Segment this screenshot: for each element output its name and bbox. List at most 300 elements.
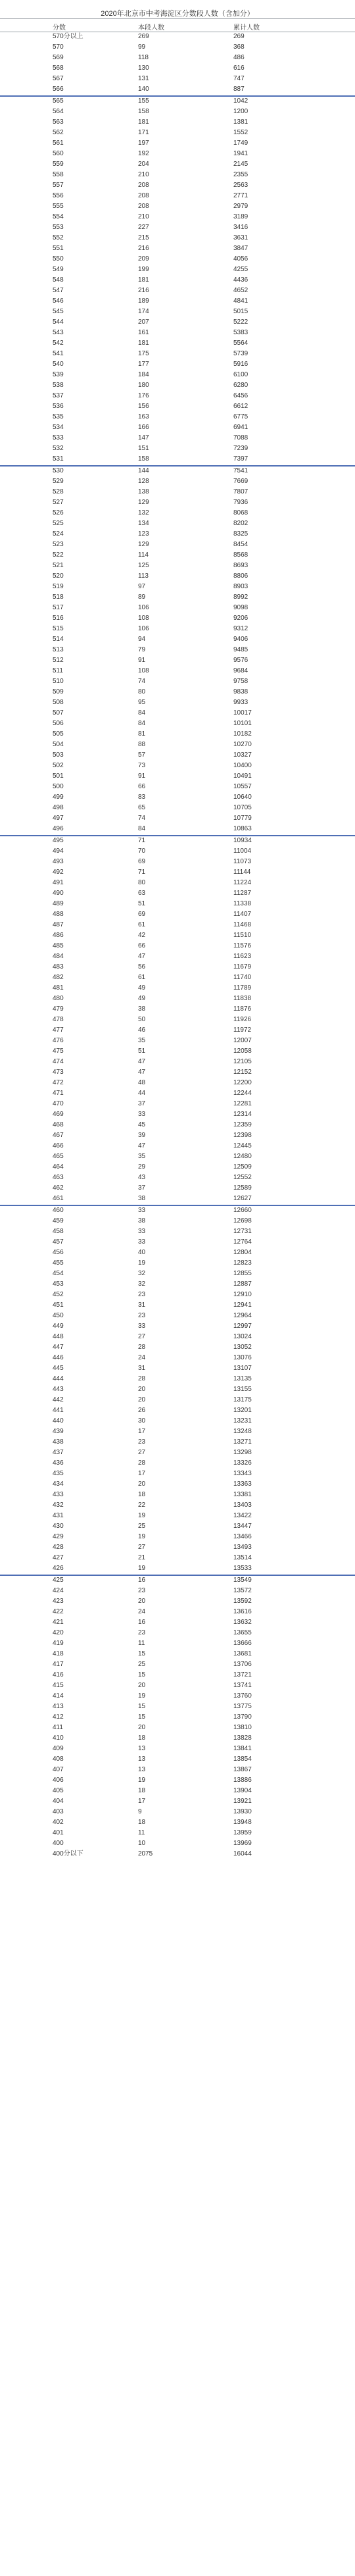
segment-count-cell: 42 — [138, 932, 146, 939]
table-row — [0, 307, 355, 317]
table-row — [0, 540, 355, 550]
segment-count-cell: 113 — [138, 572, 149, 580]
segment-count-cell: 209 — [138, 255, 149, 263]
score-cell: 440 — [53, 1417, 64, 1425]
cumulative-count-cell: 12244 — [233, 1090, 252, 1097]
table-row — [0, 286, 355, 296]
score-cell: 514 — [53, 636, 64, 643]
score-cell: 429 — [53, 1533, 64, 1540]
cumulative-count-cell: 3847 — [233, 245, 248, 252]
segment-count-cell: 15 — [138, 1703, 146, 1710]
table-row — [0, 1765, 355, 1775]
cumulative-count-cell: 13706 — [233, 1661, 252, 1668]
table-row — [0, 466, 355, 476]
score-cell: 450 — [53, 1312, 64, 1319]
table-row — [0, 443, 355, 454]
segment-count-cell: 197 — [138, 139, 149, 147]
segment-count-cell: 23 — [138, 1312, 146, 1319]
segment-count-cell: 13 — [138, 1755, 146, 1763]
table-row — [0, 1437, 355, 1448]
score-cell: 549 — [53, 266, 64, 273]
cumulative-count-cell: 10640 — [233, 794, 252, 801]
segment-count-cell: 20 — [138, 1396, 146, 1403]
cumulative-count-cell: 8693 — [233, 562, 248, 569]
score-cell: 521 — [53, 562, 64, 569]
table-row — [0, 951, 355, 962]
segment-count-cell: 63 — [138, 890, 146, 897]
segment-count-cell: 47 — [138, 953, 146, 960]
table-row — [0, 212, 355, 222]
score-cell: 425 — [53, 1577, 64, 1584]
score-cell: 517 — [53, 604, 64, 611]
score-cell: 551 — [53, 245, 64, 252]
cumulative-count-cell: 13775 — [233, 1703, 252, 1710]
score-cell: 426 — [53, 1565, 64, 1572]
cumulative-count-cell: 12698 — [233, 1217, 252, 1225]
score-cell: 553 — [53, 224, 64, 231]
cumulative-count-cell: 12764 — [233, 1238, 252, 1246]
table-row — [0, 1205, 355, 1216]
cumulative-count-cell: 13549 — [233, 1577, 252, 1584]
table-row — [0, 317, 355, 328]
score-cell: 419 — [53, 1640, 64, 1647]
segment-count-cell: 28 — [138, 1459, 146, 1467]
cumulative-count-cell: 8325 — [233, 530, 248, 538]
table-row — [0, 1744, 355, 1754]
segment-count-cell: 74 — [138, 678, 146, 685]
segment-count-cell: 138 — [138, 488, 149, 495]
segment-count-cell: 11 — [138, 1640, 145, 1647]
table-row — [0, 1638, 355, 1649]
score-cell: 537 — [53, 392, 64, 399]
score-cell: 518 — [53, 593, 64, 601]
table-row — [0, 1448, 355, 1458]
cumulative-count-cell: 13231 — [233, 1417, 252, 1425]
score-cell: 401 — [53, 1829, 64, 1836]
score-cell: 522 — [53, 551, 64, 559]
cumulative-count-cell: 12910 — [233, 1291, 252, 1298]
cumulative-count-cell: 12552 — [233, 1174, 252, 1181]
score-cell: 559 — [53, 161, 64, 168]
score-cell: 506 — [53, 720, 64, 727]
cumulative-count-cell: 9933 — [233, 699, 248, 706]
cumulative-count-cell: 13466 — [233, 1533, 252, 1540]
table-row — [0, 1130, 355, 1141]
table-row — [0, 750, 355, 761]
cumulative-count-cell: 7807 — [233, 488, 248, 495]
table-row — [0, 254, 355, 265]
segment-count-cell: 71 — [138, 837, 146, 844]
cumulative-count-cell: 13422 — [233, 1512, 252, 1519]
cumulative-count-cell: 9312 — [233, 625, 248, 632]
table-row — [0, 930, 355, 941]
score-cell: 443 — [53, 1386, 64, 1393]
table-row — [0, 782, 355, 792]
table-row — [0, 941, 355, 951]
table-row — [0, 1628, 355, 1638]
score-cell: 434 — [53, 1480, 64, 1488]
table-row — [0, 53, 355, 63]
score-cell: 544 — [53, 318, 64, 326]
cumulative-count-cell: 13760 — [233, 1692, 252, 1700]
segment-count-cell: 114 — [138, 551, 149, 559]
table-row — [0, 1226, 355, 1237]
table-row — [0, 603, 355, 613]
table-row — [0, 518, 355, 529]
table-row — [0, 1649, 355, 1659]
segment-count-cell: 38 — [138, 1217, 146, 1225]
score-cell: 447 — [53, 1344, 64, 1351]
table-row — [0, 1723, 355, 1733]
segment-count-cell: 11 — [138, 1829, 145, 1836]
cumulative-count-cell: 13616 — [233, 1608, 252, 1615]
table-row — [0, 1194, 355, 1204]
segment-count-cell: 81 — [138, 730, 146, 738]
score-cell: 541 — [53, 350, 64, 357]
table-row — [0, 1416, 355, 1427]
score-cell: 402 — [53, 1819, 64, 1826]
score-cell: 424 — [53, 1587, 64, 1594]
table-row — [0, 1458, 355, 1469]
segment-count-cell: 130 — [138, 64, 149, 72]
score-cell: 495 — [53, 837, 64, 844]
cumulative-count-cell: 13948 — [233, 1819, 252, 1826]
cumulative-count-cell: 13514 — [233, 1554, 252, 1561]
score-cell: 489 — [53, 900, 64, 907]
table-row — [0, 1216, 355, 1226]
segment-count-cell: 16 — [138, 1577, 146, 1584]
segment-count-cell: 44 — [138, 1090, 146, 1097]
segment-count-cell: 95 — [138, 699, 146, 706]
table-row — [0, 697, 355, 708]
segment-count-cell: 37 — [138, 1100, 146, 1107]
segment-count-cell: 31 — [138, 1365, 146, 1372]
segment-count-cell: 13 — [138, 1766, 146, 1773]
table-row — [0, 962, 355, 972]
score-cell: 467 — [53, 1132, 64, 1139]
segment-count-cell: 16 — [138, 1619, 146, 1626]
score-cell: 531 — [53, 455, 64, 463]
table-row — [0, 624, 355, 634]
segment-count-cell: 216 — [138, 287, 149, 294]
score-cell: 428 — [53, 1544, 64, 1551]
score-cell: 417 — [53, 1661, 64, 1668]
score-cell: 420 — [53, 1629, 64, 1636]
cumulative-count-cell: 3631 — [233, 234, 248, 241]
table-row — [0, 1702, 355, 1712]
table-row — [0, 1775, 355, 1786]
cumulative-count-cell: 7936 — [233, 499, 248, 506]
cumulative-count-cell: 13681 — [233, 1650, 252, 1657]
table-row — [0, 1036, 355, 1046]
cumulative-count-cell: 2145 — [233, 161, 248, 168]
segment-count-cell: 106 — [138, 625, 149, 632]
segment-count-cell: 207 — [138, 318, 149, 326]
cumulative-count-cell: 6775 — [233, 413, 248, 420]
cumulative-count-cell: 12887 — [233, 1280, 252, 1288]
cumulative-count-cell: 2563 — [233, 182, 248, 189]
table-row — [0, 328, 355, 338]
cumulative-count-cell: 13959 — [233, 1829, 252, 1836]
cumulative-count-cell: 10327 — [233, 751, 252, 759]
table-row — [0, 233, 355, 243]
segment-count-cell: 19 — [138, 1259, 146, 1267]
table-row — [0, 487, 355, 497]
table-row — [0, 729, 355, 740]
table-row — [0, 1099, 355, 1109]
cumulative-count-cell: 2979 — [233, 203, 248, 210]
table-row — [0, 645, 355, 655]
cumulative-count-cell: 13363 — [233, 1480, 252, 1488]
header-cumulative-count: 累计人数 — [233, 24, 260, 32]
table-row — [0, 117, 355, 128]
segment-count-cell: 45 — [138, 1121, 146, 1128]
segment-count-cell: 51 — [138, 900, 146, 907]
segment-count-cell: 73 — [138, 762, 146, 769]
segment-count-cell: 19 — [138, 1565, 146, 1572]
segment-count-cell: 163 — [138, 413, 149, 420]
segment-count-cell: 47 — [138, 1069, 146, 1076]
table-row — [0, 761, 355, 771]
table-row — [0, 1363, 355, 1374]
cumulative-count-cell: 8568 — [233, 551, 248, 559]
cumulative-count-cell: 12997 — [233, 1323, 252, 1330]
table-row — [0, 634, 355, 645]
cumulative-count-cell: 10557 — [233, 783, 252, 790]
score-cell: 465 — [53, 1153, 64, 1160]
score-cell: 409 — [53, 1745, 64, 1752]
table-row — [0, 1141, 355, 1151]
segment-count-cell: 84 — [138, 720, 146, 727]
score-cell: 466 — [53, 1142, 64, 1149]
table-row — [0, 1807, 355, 1817]
cumulative-count-cell: 11004 — [233, 847, 252, 855]
segment-count-cell: 49 — [138, 984, 146, 992]
score-cell: 483 — [53, 963, 64, 971]
score-cell: 413 — [53, 1703, 64, 1710]
table-row — [0, 687, 355, 697]
cumulative-count-cell: 4056 — [233, 255, 248, 263]
segment-count-cell: 28 — [138, 1375, 146, 1382]
segment-count-cell: 20 — [138, 1682, 146, 1689]
segment-count-cell: 174 — [138, 308, 149, 315]
cumulative-count-cell: 12314 — [233, 1111, 252, 1118]
segment-count-cell: 32 — [138, 1280, 146, 1288]
table-row — [0, 836, 355, 846]
cumulative-count-cell: 486 — [233, 54, 245, 61]
segment-count-cell: 20 — [138, 1480, 146, 1488]
segment-count-cell: 33 — [138, 1323, 146, 1330]
segment-count-cell: 70 — [138, 847, 146, 855]
table-row — [0, 1088, 355, 1099]
cumulative-count-cell: 11679 — [233, 963, 252, 971]
cumulative-count-cell: 13572 — [233, 1587, 252, 1594]
score-cell: 528 — [53, 488, 64, 495]
cumulative-count-cell: 13721 — [233, 1671, 252, 1679]
score-cell: 422 — [53, 1608, 64, 1615]
score-cell: 469 — [53, 1111, 64, 1118]
table-row — [0, 1004, 355, 1015]
score-cell: 472 — [53, 1079, 64, 1086]
segment-count-cell: 129 — [138, 541, 149, 548]
cumulative-count-cell: 13052 — [233, 1344, 252, 1351]
segment-count-cell: 24 — [138, 1354, 146, 1361]
cumulative-count-cell: 10779 — [233, 815, 252, 822]
score-cell: 406 — [53, 1777, 64, 1784]
table-row — [0, 708, 355, 719]
table-row — [0, 1342, 355, 1353]
table-row — [0, 32, 355, 42]
segment-count-cell: 189 — [138, 297, 149, 305]
cumulative-count-cell: 2355 — [233, 171, 248, 178]
score-cell: 501 — [53, 772, 64, 780]
score-cell: 570 — [53, 43, 64, 51]
cumulative-count-cell: 9684 — [233, 667, 248, 674]
cumulative-count-cell: 13741 — [233, 1682, 252, 1689]
segment-count-cell: 134 — [138, 520, 149, 527]
segment-count-cell: 215 — [138, 234, 149, 241]
cumulative-count-cell: 747 — [233, 75, 245, 82]
score-cell: 534 — [53, 424, 64, 431]
segment-count-cell: 51 — [138, 1048, 146, 1055]
segment-count-cell: 32 — [138, 1270, 146, 1277]
segment-count-cell: 84 — [138, 709, 146, 717]
table-row — [0, 1553, 355, 1563]
segment-count-cell: 89 — [138, 593, 146, 601]
cumulative-count-cell: 7541 — [233, 467, 248, 474]
score-cell: 539 — [53, 371, 64, 378]
score-cell: 448 — [53, 1333, 64, 1340]
score-cell: 460 — [53, 1207, 64, 1214]
score-cell: 480 — [53, 995, 64, 1002]
score-cell: 457 — [53, 1238, 64, 1246]
score-cell: 494 — [53, 847, 64, 855]
segment-count-cell: 23 — [138, 1438, 146, 1446]
segment-count-cell: 18 — [138, 1491, 146, 1498]
table-row — [0, 592, 355, 603]
cumulative-count-cell: 12398 — [233, 1132, 252, 1139]
segment-count-cell: 33 — [138, 1238, 146, 1246]
cumulative-count-cell: 10863 — [233, 825, 252, 832]
segment-count-cell: 17 — [138, 1798, 146, 1805]
score-cell: 519 — [53, 583, 64, 590]
segment-count-cell: 171 — [138, 129, 149, 136]
table-row — [0, 613, 355, 624]
cumulative-count-cell: 616 — [233, 64, 245, 72]
table-row — [0, 1427, 355, 1437]
table-row — [0, 1838, 355, 1849]
score-cell: 547 — [53, 287, 64, 294]
segment-count-cell: 177 — [138, 361, 149, 368]
table-row — [0, 1237, 355, 1248]
score-cell: 474 — [53, 1058, 64, 1065]
segment-count-cell: 147 — [138, 434, 149, 442]
cumulative-count-cell: 11623 — [233, 953, 252, 960]
segment-count-cell: 33 — [138, 1207, 146, 1214]
cumulative-count-cell: 13854 — [233, 1755, 252, 1763]
table-row — [0, 42, 355, 53]
cumulative-count-cell: 10101 — [233, 720, 252, 727]
segment-count-cell: 80 — [138, 688, 146, 695]
score-cell: 500 — [53, 783, 64, 790]
score-cell: 512 — [53, 657, 64, 664]
segment-count-cell: 40 — [138, 1249, 146, 1256]
table-row — [0, 857, 355, 867]
score-cell: 475 — [53, 1048, 64, 1055]
table-row — [0, 1162, 355, 1173]
score-cell: 416 — [53, 1671, 64, 1679]
segment-count-cell: 155 — [138, 97, 149, 105]
segment-count-cell: 10 — [138, 1840, 146, 1847]
table-row — [0, 1617, 355, 1628]
score-cell: 454 — [53, 1270, 64, 1277]
score-cell: 403 — [53, 1808, 64, 1815]
cumulative-count-cell: 12855 — [233, 1270, 252, 1277]
score-cell: 570分以上 — [53, 33, 83, 40]
score-cell: 524 — [53, 530, 64, 538]
segment-count-cell: 161 — [138, 329, 149, 336]
table-row — [0, 1607, 355, 1617]
cumulative-count-cell: 11972 — [233, 1026, 252, 1034]
table-row — [0, 1353, 355, 1363]
score-cell: 442 — [53, 1396, 64, 1403]
segment-count-cell: 9 — [138, 1808, 142, 1815]
cumulative-count-cell: 9838 — [233, 688, 248, 695]
table-row — [0, 1754, 355, 1765]
segment-count-cell: 184 — [138, 371, 149, 378]
segment-count-cell: 49 — [138, 995, 146, 1002]
table-row — [0, 149, 355, 159]
cumulative-count-cell: 10017 — [233, 709, 252, 717]
segment-count-cell: 125 — [138, 562, 149, 569]
score-cell: 418 — [53, 1650, 64, 1657]
cumulative-count-cell: 12804 — [233, 1249, 252, 1256]
segment-count-cell: 33 — [138, 1228, 146, 1235]
score-cell: 487 — [53, 921, 64, 928]
cumulative-count-cell: 11740 — [233, 974, 252, 981]
segment-count-cell: 13 — [138, 1745, 146, 1752]
cumulative-count-cell: 13135 — [233, 1375, 252, 1382]
table-row — [0, 1258, 355, 1269]
score-cell: 513 — [53, 646, 64, 653]
header-score: 分数 — [53, 24, 66, 32]
cumulative-count-cell: 13326 — [233, 1459, 252, 1467]
table-row — [0, 370, 355, 380]
table-row — [0, 1586, 355, 1596]
cumulative-count-cell: 13076 — [233, 1354, 252, 1361]
score-cell: 560 — [53, 150, 64, 157]
score-cell: 565 — [53, 97, 64, 105]
table-row — [0, 824, 355, 834]
cumulative-count-cell: 3416 — [233, 224, 248, 231]
cumulative-count-cell: 5383 — [233, 329, 248, 336]
cumulative-count-cell: 13533 — [233, 1565, 252, 1572]
cumulative-count-cell: 13024 — [233, 1333, 252, 1340]
cumulative-count-cell: 13155 — [233, 1386, 252, 1393]
table-row — [0, 391, 355, 401]
table-row — [0, 561, 355, 571]
cumulative-count-cell: 9758 — [233, 678, 248, 685]
score-cell: 433 — [53, 1491, 64, 1498]
score-cell: 554 — [53, 213, 64, 220]
score-cell: 515 — [53, 625, 64, 632]
score-cell: 484 — [53, 953, 64, 960]
score-cell: 459 — [53, 1217, 64, 1225]
table-row — [0, 1532, 355, 1542]
table-row — [0, 571, 355, 582]
cumulative-count-cell: 13828 — [233, 1734, 252, 1742]
cumulative-count-cell: 12359 — [233, 1121, 252, 1128]
